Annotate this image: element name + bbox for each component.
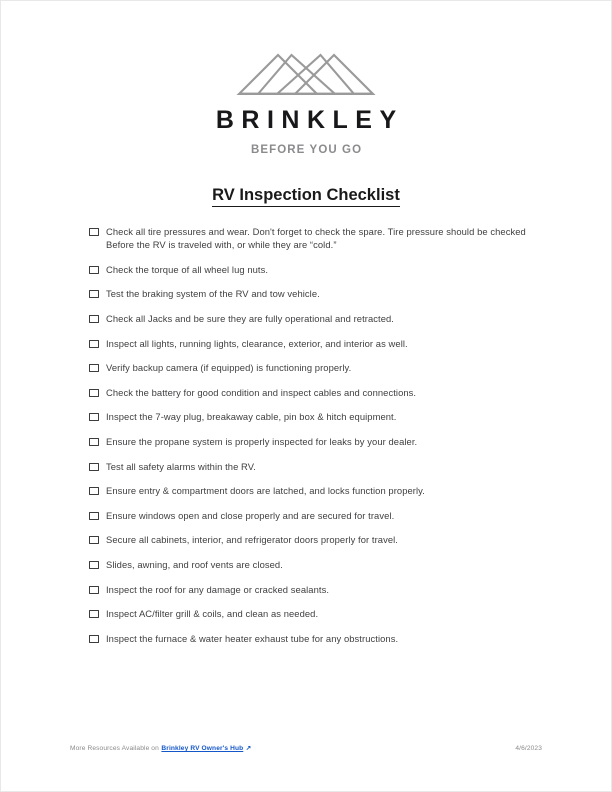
checklist-item[interactable]	[89, 287, 551, 300]
checkbox-icon[interactable]	[89, 610, 99, 618]
checklist-item-label: Check all Jacks and be sure they are fully operational and retracted.	[106, 312, 394, 324]
checklist-item[interactable]	[89, 435, 551, 448]
footer-date: 4/6/2023	[515, 745, 542, 752]
checklist-item-label: Ensure windows open and close properly and are secured for travel.	[106, 509, 395, 521]
footer-prefix-text: More Resources Available on	[70, 745, 159, 752]
checklist-item-label: Test all safety alarms within the RV.	[106, 460, 256, 472]
checkbox-icon[interactable]	[89, 463, 99, 471]
checklist-item[interactable]	[89, 386, 551, 399]
checklist-item[interactable]	[89, 558, 551, 571]
checklist-item[interactable]	[89, 607, 551, 620]
checklist-item-label: Ensure entry & compartment doors are latched, and locks function properly.	[106, 485, 425, 497]
checklist-item[interactable]	[89, 361, 551, 374]
checklist-item-label: Inspect AC/filter grill & coils, and clean as needed.	[106, 608, 319, 620]
checklist-item[interactable]	[89, 533, 551, 546]
document-footer	[70, 745, 542, 753]
checklist-item-label: Ensure the propane system is properly inspected for leaks by your dealer.	[106, 435, 418, 447]
checkbox-icon[interactable]	[89, 228, 99, 236]
checkbox-icon[interactable]	[89, 389, 99, 397]
checklist-item[interactable]	[89, 583, 551, 596]
checklist-item-label: Check the battery for good condition and inspect cables and connections.	[106, 386, 417, 398]
checkbox-icon[interactable]	[89, 413, 99, 421]
checkbox-icon[interactable]	[89, 635, 99, 643]
checklist-item[interactable]	[89, 410, 551, 423]
checklist-item[interactable]	[89, 312, 551, 325]
checkbox-icon[interactable]	[89, 487, 99, 495]
checklist-item-label: Check all tire pressures and wear. Don't forget to check the spare. Tire pressure should be checked Before the RV is traveled with, or while they are “cold.”	[106, 226, 526, 251]
checklist-item-label: Slides, awning, and roof vents are closed.	[106, 558, 283, 570]
checklist-item-label: Check the torque of all wheel lug nuts.	[106, 263, 269, 275]
checklist-item-label: Inspect the roof for any damage or cracked sealants.	[106, 583, 330, 595]
checklist-item[interactable]	[89, 509, 551, 522]
checklist-item[interactable]	[89, 460, 551, 473]
checkbox-icon[interactable]	[89, 364, 99, 372]
checklist-item-label: Test the braking system of the RV and tow vehicle.	[106, 288, 320, 300]
checklist-item[interactable]	[89, 484, 551, 497]
checkbox-icon[interactable]	[89, 536, 99, 544]
checklist-item[interactable]	[89, 263, 551, 276]
document-header	[1, 1, 611, 157]
page-title-text: RV Inspection Checklist	[212, 186, 400, 207]
checklist-item-label: Verify backup camera (if equipped) is functioning properly.	[106, 362, 352, 374]
checklist-item-label: Inspect the 7-way plug, breakaway cable, pin box & hitch equipment.	[106, 411, 397, 423]
page-title	[1, 187, 611, 204]
checkbox-icon[interactable]	[89, 586, 99, 594]
checklist-item-label: Secure all cabinets, interior, and refrigerator doors properly for travel.	[106, 534, 398, 546]
brinkley-mountain-logo-icon	[236, 49, 376, 97]
brinkley-owners-hub-link[interactable]: Brinkley RV Owner's Hub	[161, 745, 244, 752]
footer-resources	[70, 745, 251, 753]
checkbox-icon[interactable]	[89, 290, 99, 298]
checklist-item[interactable]	[89, 225, 551, 251]
checklist-item[interactable]	[89, 632, 551, 645]
checklist-item-label: Inspect the furnace & water heater exhaust tube for any obstructions.	[106, 632, 399, 644]
checkbox-icon[interactable]	[89, 438, 99, 446]
brand-wordmark: BRINKLEY	[215, 106, 404, 134]
checkbox-icon[interactable]	[89, 561, 99, 569]
checkbox-icon[interactable]	[89, 315, 99, 323]
checkbox-icon[interactable]	[89, 340, 99, 348]
checklist-item[interactable]	[89, 337, 551, 350]
external-link-arrow-icon: ↗	[245, 745, 252, 752]
checkbox-icon[interactable]	[89, 266, 99, 274]
checklist-item-label: Inspect all lights, running lights, clearance, exterior, and interior as well.	[106, 337, 408, 349]
inspection-checklist	[89, 225, 551, 656]
brand-tagline: BEFORE YOU GO	[250, 144, 363, 156]
checkbox-icon[interactable]	[89, 512, 99, 520]
